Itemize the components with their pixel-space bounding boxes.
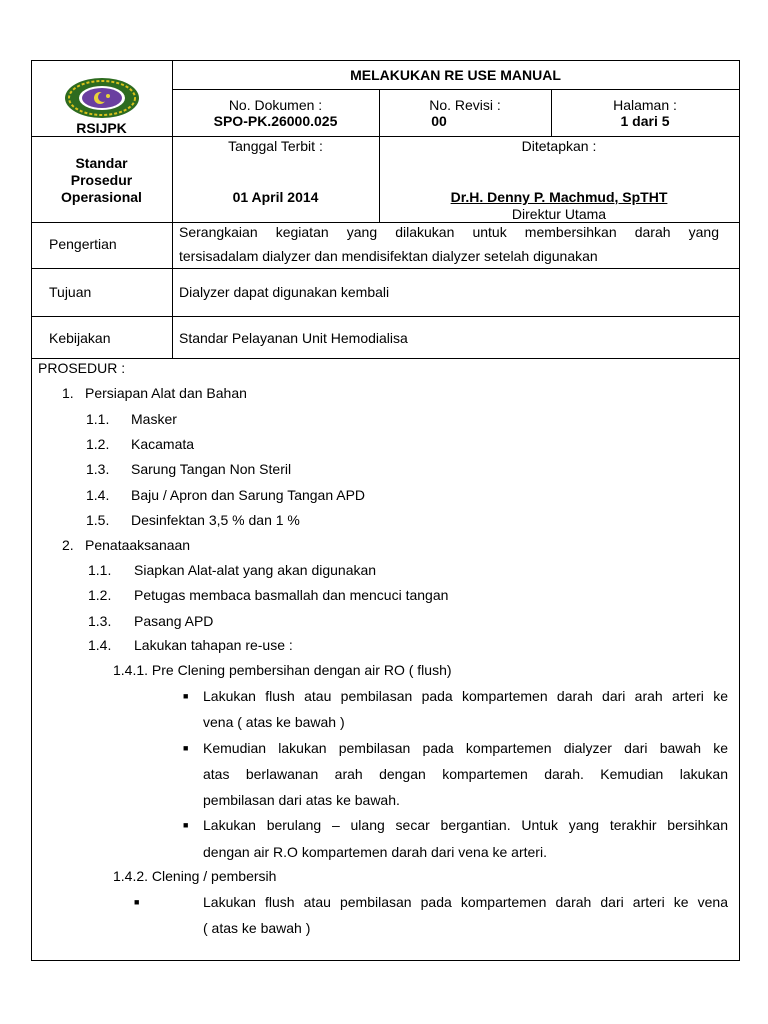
title-row-divider: [172, 89, 739, 90]
s1-item-number: 1.4.: [86, 487, 110, 503]
sub2-bullet1-line2: ( atas ke bawah ): [203, 920, 311, 936]
approved-label: Ditetapkan :: [521, 138, 597, 154]
pengertian-text-line1: Serangkaian kegiatan yang dilakukan untuk membersihkan darah yang: [179, 224, 719, 240]
s1-item-number: 1.2.: [86, 436, 110, 452]
sub1-bullet2-line3: pembilasan dari atas ke bawah.: [203, 792, 400, 808]
sop-label-line2: Prosedur: [70, 172, 133, 188]
doc-number-value: SPO-PK.26000.025: [213, 113, 338, 129]
subsection-141-title: 1.4.1. Pre Clening pembersihan dengan air RO ( flush): [113, 662, 452, 678]
section1-number: 1.: [62, 385, 74, 401]
s1-item-number: 1.5.: [86, 512, 110, 528]
s2-item-number: 1.3.: [88, 613, 112, 629]
sub2-bullet1-line1: Lakukan flush atau pembilasan pada kompartemen darah dari arteri ke vena: [203, 894, 728, 910]
section2-title: Penataaksanaan: [85, 537, 191, 553]
sub1-bullet1-line1: Lakukan flush atau pembilasan pada kompartemen darah dari arah arteri ke: [203, 688, 728, 704]
pengertian-row-divider: [31, 268, 739, 269]
procedure-heading: PROSEDUR :: [38, 360, 126, 376]
s2-item-text: Lakukan tahapan re-use :: [134, 637, 293, 653]
s2-item-text: Pasang APD: [134, 613, 214, 629]
header-bottom-divider: [31, 136, 739, 137]
issued-date-value: 01 April 2014: [232, 189, 319, 205]
hospital-logo: [64, 77, 140, 119]
s1-item-text: Baju / Apron dan Sarung Tangan APD: [131, 487, 366, 503]
sub1-bullet1-line2: vena ( atas ke bawah ): [203, 714, 345, 730]
hospital-name: RSIJPK: [76, 120, 127, 136]
s2-item-number: 1.4.: [88, 637, 112, 653]
sop-label-line1: Standar: [75, 155, 128, 171]
pengertian-text-line2: tersisadalam dialyzer dan mendisifektan dialyzer setelah digunakan: [179, 248, 598, 264]
pengertian-label: Pengertian: [49, 236, 117, 252]
tujuan-text: Dialyzer dapat digunakan kembali: [179, 284, 390, 300]
sub1-bullet3-line1: Lakukan berulang – ulang secar bergantian. Untuk yang terakhir bersihkan: [203, 817, 728, 833]
s2-item-number: 1.1.: [88, 562, 112, 578]
s1-item-number: 1.3.: [86, 461, 110, 477]
s2-item-text: Siapkan Alat-alat yang akan digunakan: [134, 562, 377, 578]
sub1-bullet3-line2: dengan air R.O kompartemen darah dari vena ke arteri.: [203, 844, 547, 860]
section1-title: Persiapan Alat dan Bahan: [85, 385, 247, 401]
s1-item-number: 1.1.: [86, 411, 110, 427]
revision-value: 00: [431, 113, 447, 129]
approver-name: Dr.H. Denny P. Machmud, SpTHT: [450, 189, 668, 205]
s1-item-text: Kacamata: [131, 436, 195, 452]
frame-top-line: [31, 60, 739, 61]
s1-item-text: Masker: [131, 411, 177, 427]
doc-number-label: No. Dokumen :: [228, 97, 323, 113]
subsection-142-title: 1.4.2. Clening / pembersih: [113, 868, 277, 884]
section2-number: 2.: [62, 537, 74, 553]
revision-label: No. Revisi :: [429, 97, 501, 113]
sop-label-line3: Operasional: [61, 189, 142, 205]
kebijakan-row-divider: [31, 358, 739, 359]
frame-right-line: [739, 60, 740, 961]
s1-item-text: Desinfektan 3,5 % dan 1 %: [131, 512, 300, 528]
frame-bottom-line: [31, 960, 739, 961]
document-title: MELAKUKAN RE USE MANUAL: [350, 67, 561, 83]
sop-row-divider: [31, 222, 739, 223]
bullet-icon: ■: [134, 897, 140, 907]
kebijakan-text: Standar Pelayanan Unit Hemodialisa: [179, 330, 408, 346]
kebijakan-label: Kebijakan: [49, 330, 111, 346]
approver-title: Direktur Utama: [511, 206, 607, 222]
tujuan-label: Tujuan: [49, 284, 92, 300]
sub1-bullet2-line2: atas berlawanan arah dengan kompartemen darah. Kemudian lakukan: [203, 766, 728, 782]
s1-item-text: Sarung Tangan Non Steril: [131, 461, 292, 477]
s2-item-text: Petugas membaca basmallah dan mencuci tangan: [134, 587, 449, 603]
sub1-bullet2-line1: Kemudian lakukan pembilasan pada kompartemen dialyzer dari bawah ke: [203, 740, 728, 756]
issued-date-label: Tanggal Terbit :: [228, 138, 323, 154]
bullet-icon: ■: [183, 691, 189, 701]
page-value: 1 dari 5: [620, 113, 670, 129]
bullet-icon: ■: [183, 743, 189, 753]
bullet-icon: ■: [183, 820, 189, 830]
page-label: Halaman :: [613, 97, 677, 113]
tujuan-row-divider: [31, 316, 739, 317]
s2-item-number: 1.2.: [88, 587, 112, 603]
